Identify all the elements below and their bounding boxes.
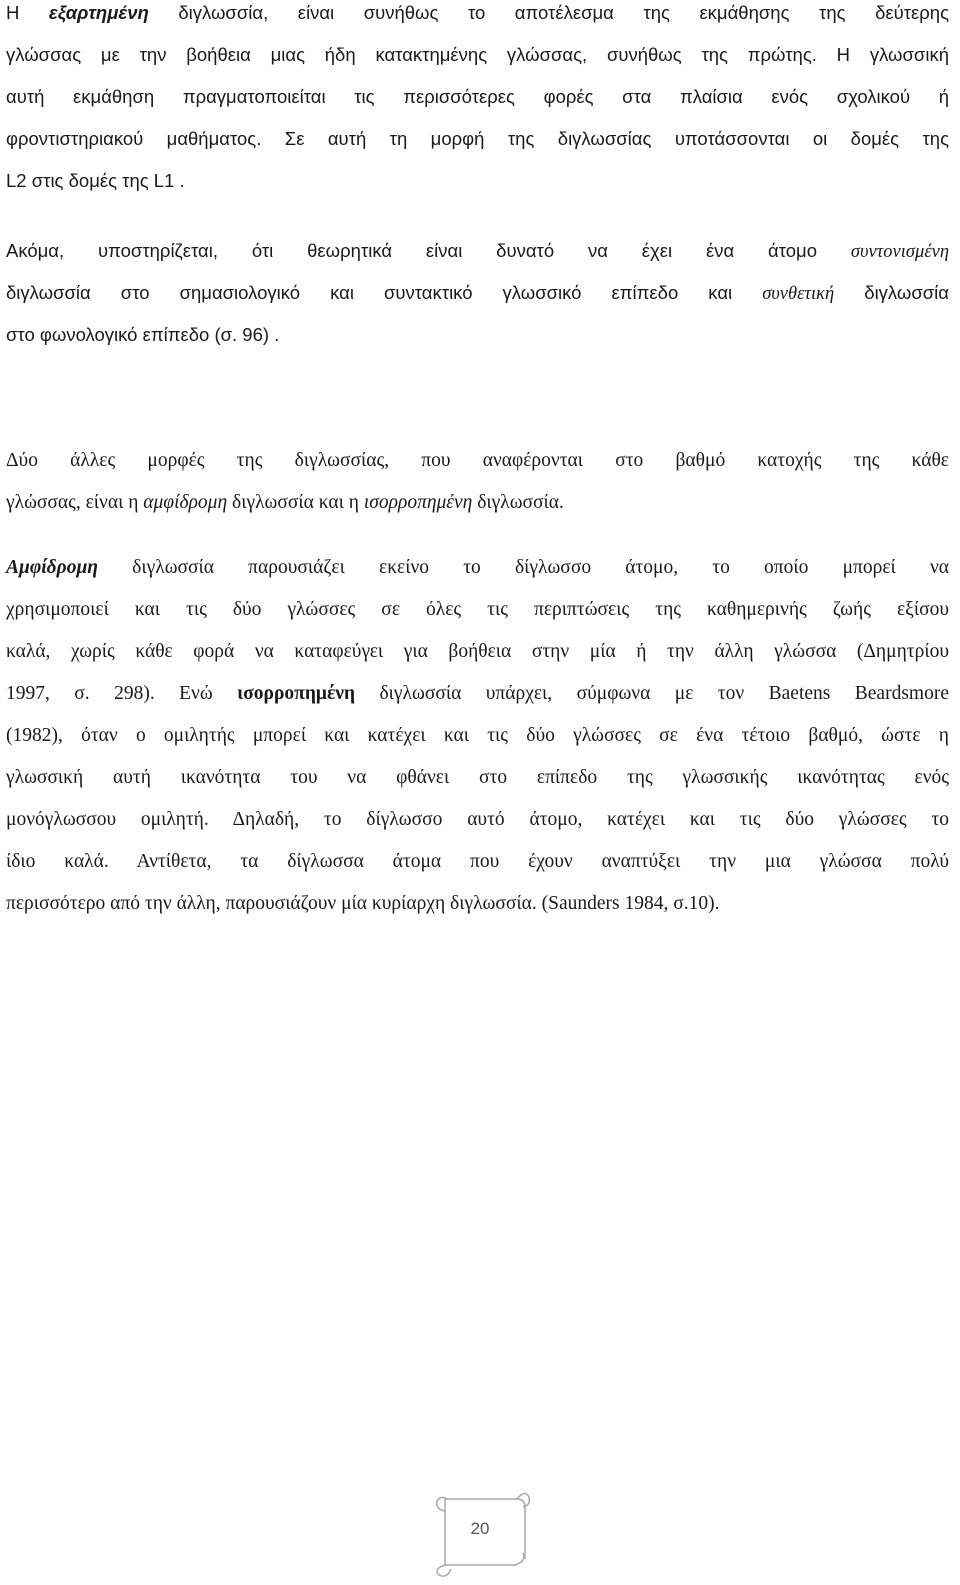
paragraph-4-line-4 — [6, 683, 949, 705]
emphasized-term: συνθετική — [762, 284, 835, 304]
page-number-footer — [425, 1487, 535, 1577]
text-run: γλώσσας, είναι η — [6, 492, 144, 513]
emphasized-term: Αμφίδρομη — [6, 557, 99, 578]
paragraph-4-line-8: ίδιο καλά. Αντίθετα, τα δίγλωσσα άτομα που έχουν αναπτύξει την μια γλώσσα πολύ — [6, 851, 949, 872]
paragraph-4-line-2: χρησιμοποιεί και τις δύο γλώσσες σε όλες τις περιπτώσεις της καθημερινής ζωής εξίσου — [6, 599, 949, 620]
paragraph-4-line-9: περισσότερο από την άλλη, παρουσιάζουν μία κυρίαρχη διγλωσσία. (Saunders 1984, σ.10). — [6, 893, 720, 914]
text-run: διγλωσσία — [834, 282, 949, 303]
paragraph-4-line-6: γλωσσική αυτή ικανότητα του να φθάνει στο επίπεδο της γλωσσικής ικανότητας ενός — [6, 767, 949, 788]
paragraph-2-line-2 — [6, 282, 949, 305]
paragraph-1-line-2: γλώσσας με την βοήθεια μιας ήδη κατακτημένης γλώσσας, συνήθως της πρώτης. Η γλωσσική — [6, 44, 949, 65]
text-run: διγλωσσία. — [472, 492, 564, 513]
paragraph-1-line-4: φροντιστηριακού μαθήματος. Σε αυτή τη μορφή της διγλωσσίας υποτάσσονται οι δομές της — [6, 128, 949, 149]
paragraph-3-line-2 — [6, 492, 949, 514]
text-run: διγλωσσία παρουσιάζει εκείνο το δίγλωσσο άτομο, το οποίο μπορεί να — [98, 557, 949, 578]
text-run: Η — [6, 2, 49, 23]
paragraph-1-line-1 — [6, 2, 949, 24]
emphasized-term: αμφίδρομη — [143, 492, 228, 513]
paragraph-4-line-3: καλά, χωρίς κάθε φορά να καταφεύγει για βοήθεια στην μία ή την άλλη γλώσσα (Δημητρίου — [6, 641, 949, 662]
emphasized-term: ισορροπημένη — [363, 492, 473, 513]
text-run: Ακόμα, υποστηρίζεται, ότι θεωρητικά είναι δυνατό να έχει ένα άτομο — [6, 240, 851, 261]
emphasized-term: ισορροπημένη — [237, 683, 356, 704]
paragraph-4-line-7: μονόγλωσσου ομιλητή. Δηλαδή, το δίγλωσσο αυτό άτομο, κατέχει και τις δύο γλώσσες το — [6, 809, 949, 830]
paragraph-3-line-1: Δύο άλλες μορφές της διγλωσσίας, που αναφέρονται στο βαθμό κατοχής της κάθε — [6, 450, 949, 471]
emphasized-term: συντονισμένη — [850, 242, 949, 262]
text-run: διγλωσσία και η — [227, 492, 364, 513]
paragraph-4-line-1 — [6, 557, 949, 579]
paragraph-4-line-5: (1982), όταν ο ομιλητής μπορεί και κατέχει και τις δύο γλώσσες σε ένα τέτοιο βαθμό, ώστε η — [6, 725, 949, 746]
paragraph-1-line-5: L2 στις δομές της L1 . — [6, 170, 185, 191]
paragraph-1-line-3: αυτή εκμάθηση πραγματοποιείται τις περισσότερες φορές στα πλαίσια ενός σχολικού ή — [6, 86, 949, 107]
text-run: διγλωσσία στο σημασιολογικό και συντακτικό γλωσσικό επίπεδο και — [6, 282, 763, 303]
paragraph-2-line-1 — [6, 240, 949, 263]
paragraph-2-line-3: στο φωνολογικό επίπεδο (σ. 96) . — [6, 324, 280, 345]
emphasized-term: εξαρτημένη — [48, 2, 149, 23]
page-number: 20 — [470, 1519, 490, 1538]
text-run: διγλωσσία, είναι συνήθως το αποτέλεσμα της εκμάθησης της δεύτερης — [148, 2, 950, 23]
text-run: διγλωσσία υπάρχει, σύμφωνα με τον Baetens Beardsmore — [355, 683, 949, 704]
text-run: 1997, σ. 298). Ενώ — [6, 683, 238, 704]
